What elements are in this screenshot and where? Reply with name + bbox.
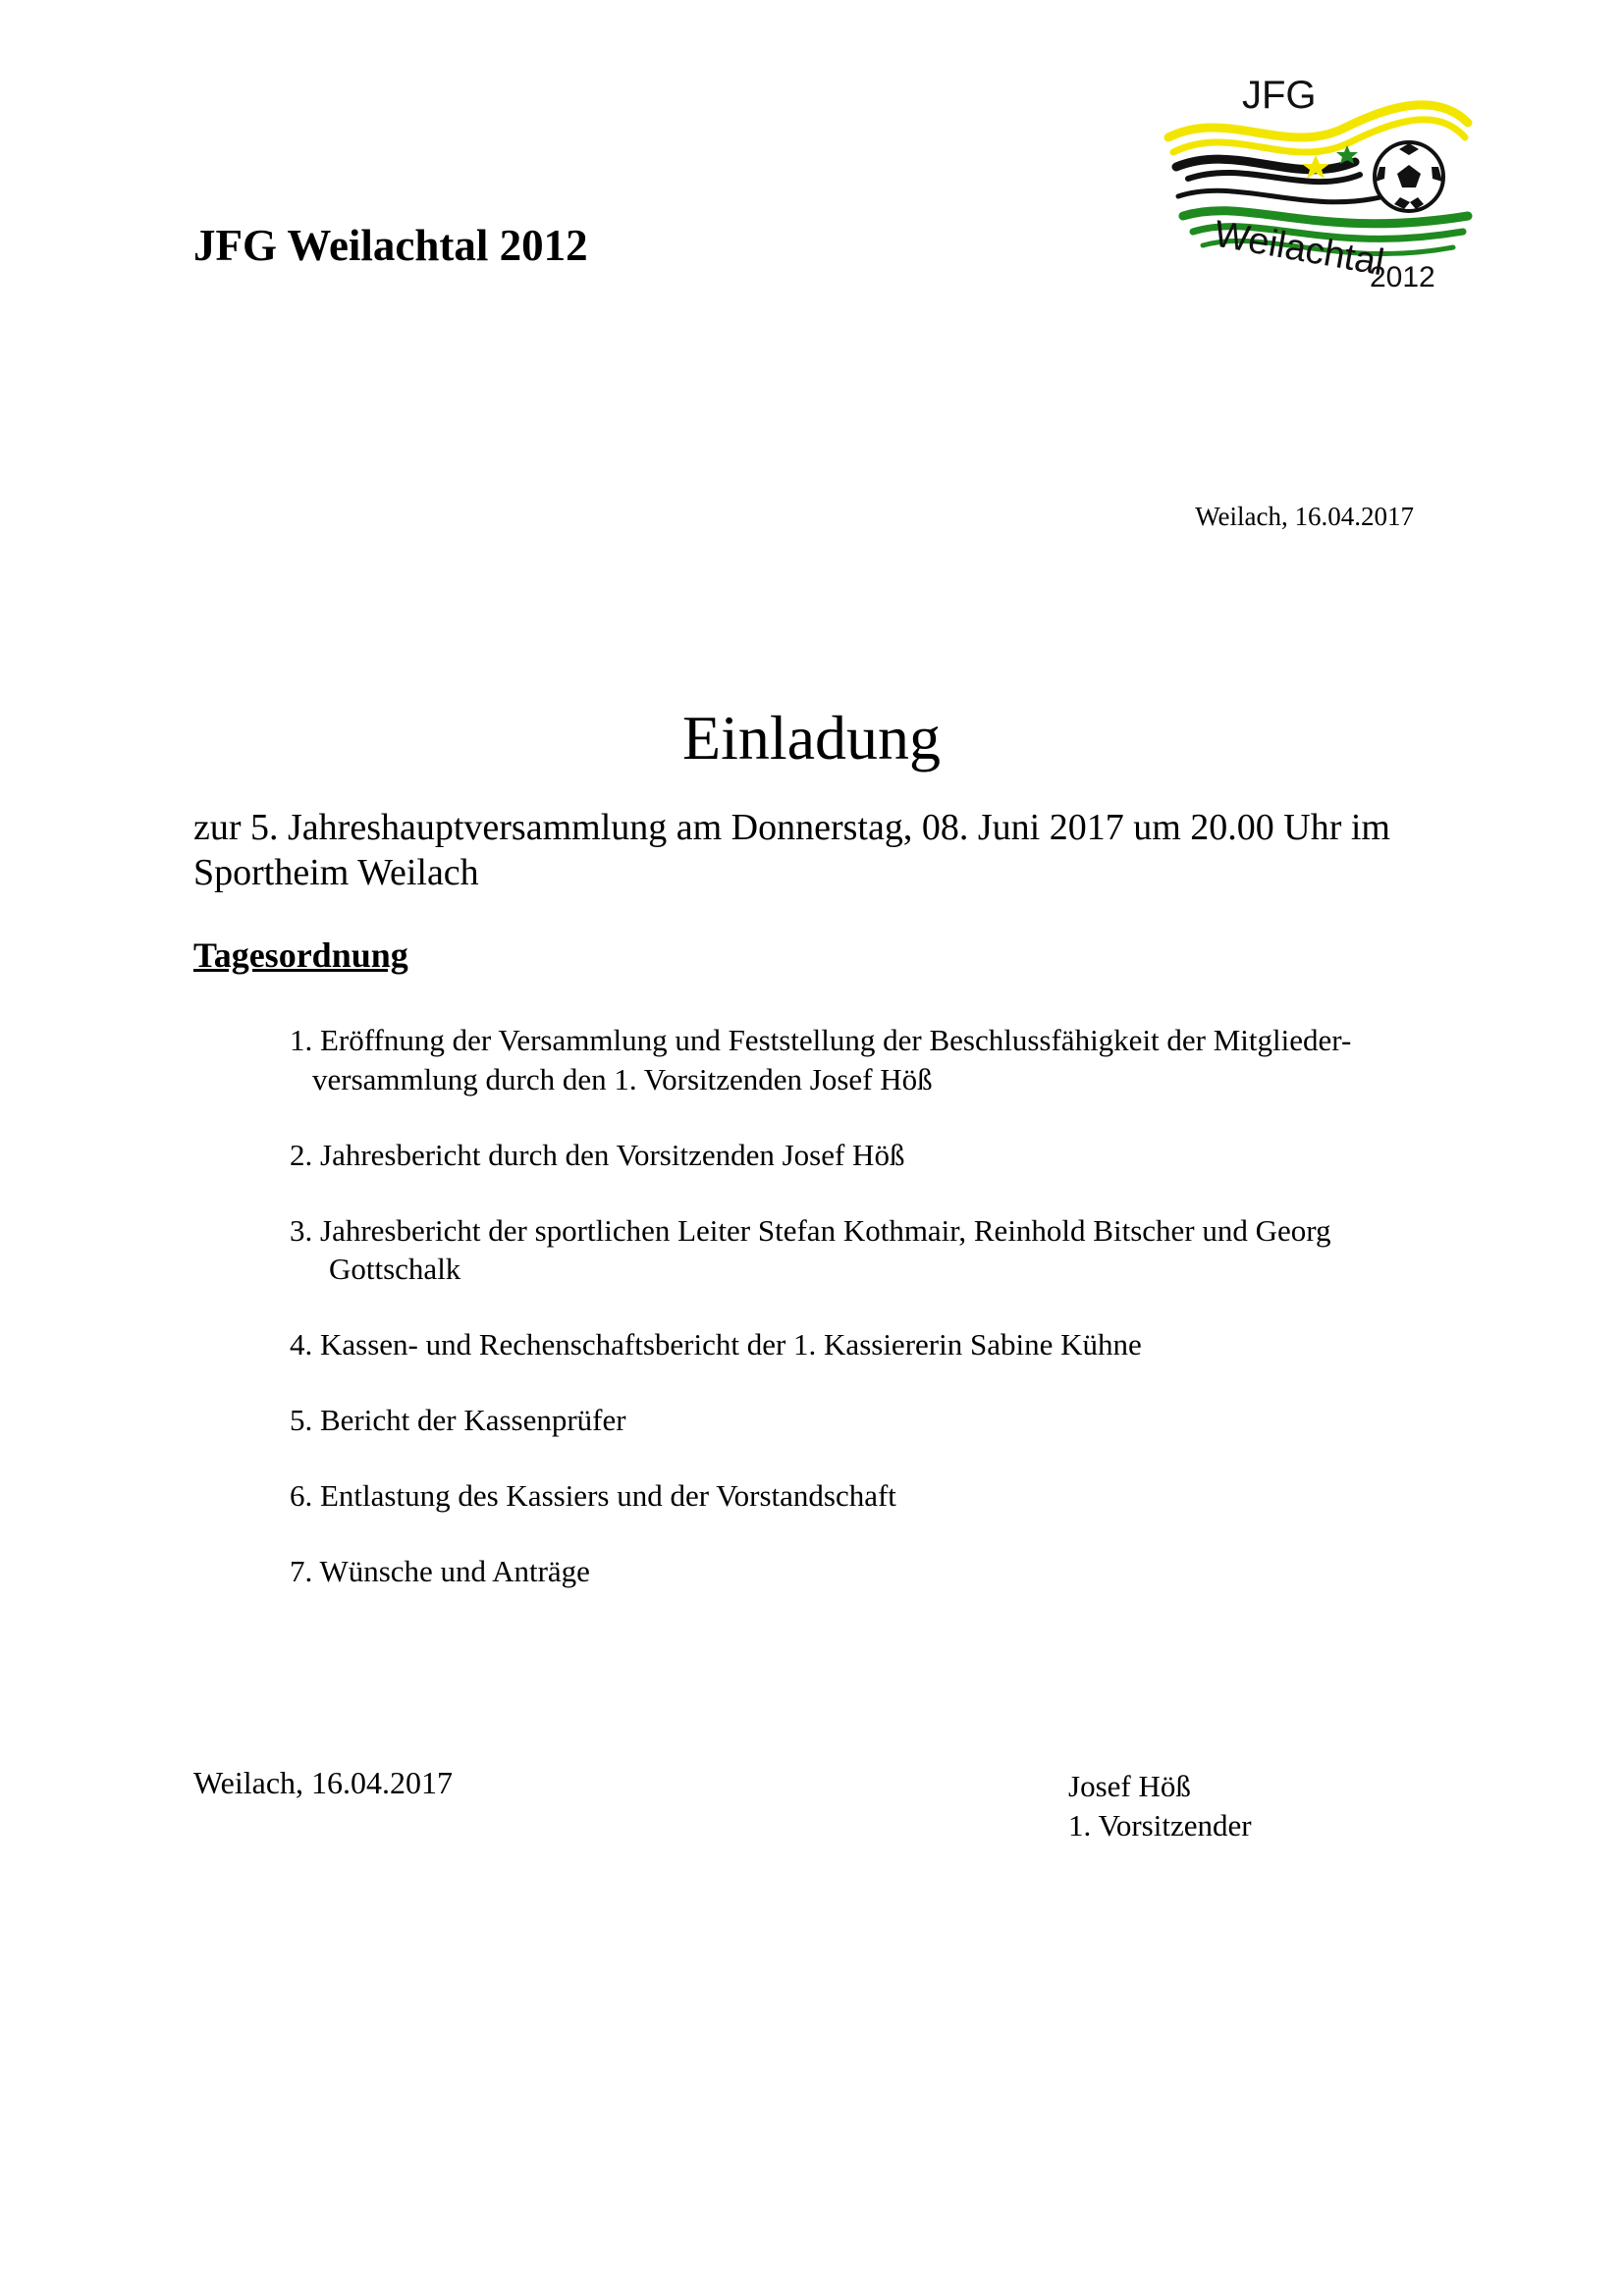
document-heading: Einladung [681, 703, 942, 773]
agenda-item-text: Wünsche und Anträge [319, 1554, 590, 1588]
letter-date: Weilach, 16.04.2017 [1195, 502, 1414, 531]
agenda-item-3-continuation: Gottschalk [329, 1252, 461, 1286]
agenda-item-2 [290, 1136, 904, 1174]
agenda-item-number: 5. [290, 1403, 313, 1437]
logo-text-jfg: JFG [1242, 74, 1317, 117]
agenda-item-number: 7. [290, 1554, 313, 1588]
agenda-item-text: Jahresbericht durch den Vorsitzenden Josef Höß [320, 1138, 905, 1172]
footer-date: Weilach, 16.04.2017 [193, 1765, 454, 1800]
agenda-item-text: Jahresbericht der sportlichen Leiter Stefan Kothmair, Reinhold Bitscher und Georg [320, 1213, 1331, 1248]
invitation-text: zur 5. Jahreshauptversammlung am Donnerstag, 08. Juni 2017 um 20.00 Uhr im Sportheim Weilach [193, 807, 1390, 893]
logo-text-year: 2012 [1370, 261, 1435, 294]
agenda-item-text: Eröffnung der Versammlung und Feststellung der Beschlussfähigkeit der Mitglieder- [320, 1023, 1352, 1057]
agenda-heading: Tagesordnung [193, 935, 408, 975]
organization-title: JFG Weilachtal 2012 [193, 221, 588, 270]
club-logo [1159, 69, 1483, 294]
agenda-item-6 [290, 1476, 896, 1515]
signer-role: 1. Vorsitzender [1068, 1808, 1252, 1842]
agenda-item-number: 6. [290, 1478, 313, 1513]
agenda-item-number: 1. [290, 1023, 313, 1057]
agenda-item-number: 3. [290, 1213, 313, 1248]
agenda-item-number: 4. [290, 1327, 313, 1362]
signature-block [1068, 1767, 1252, 1845]
logo-text-weilachtal: Weilachtal [1211, 213, 1387, 285]
agenda-item-1-continuation: versammlung durch den 1. Vorsitzenden Josef Höß [312, 1062, 933, 1096]
agenda-item-text: Entlastung des Kassiers und der Vorstandschaft [320, 1478, 896, 1513]
signer-name: Josef Höß [1068, 1769, 1191, 1803]
agenda-item-number: 2. [290, 1138, 313, 1172]
agenda-item-5 [290, 1401, 626, 1439]
agenda-item-1 [290, 1021, 1351, 1059]
agenda-item-4 [290, 1325, 1142, 1363]
soccer-ball-icon [1375, 142, 1443, 211]
agenda-item-text: Bericht der Kassenprüfer [320, 1403, 626, 1437]
agenda-item-text: Kassen- und Rechenschaftsbericht der 1. Kassiererin Sabine Kühne [320, 1327, 1142, 1362]
agenda-item-3 [290, 1211, 1331, 1250]
agenda-item-7 [290, 1552, 590, 1590]
